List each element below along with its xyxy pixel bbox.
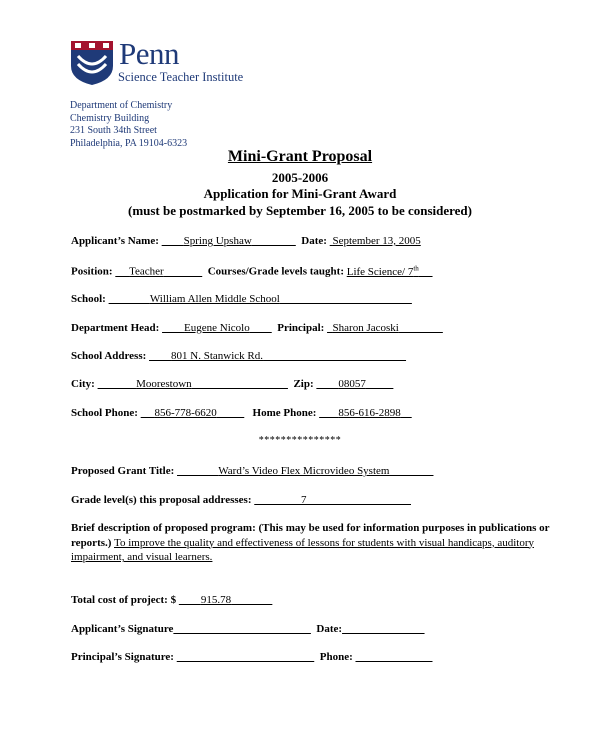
applicant-signature-row bbox=[71, 623, 425, 635]
school-phone-field[interactable]: 856-778-6620 bbox=[154, 407, 217, 419]
school-label: School: bbox=[71, 293, 106, 305]
address-line: 231 South 34th Street bbox=[70, 125, 157, 137]
city-label: City: bbox=[71, 378, 95, 390]
cost-row bbox=[71, 594, 272, 606]
principal-phone-field[interactable] bbox=[355, 651, 432, 663]
grade-levels-row bbox=[71, 494, 411, 506]
grant-title-row bbox=[71, 465, 433, 477]
grant-title-label: Proposed Grant Title: bbox=[71, 465, 175, 477]
home-phone-field[interactable]: 856-616-2898 bbox=[338, 407, 401, 419]
position-row bbox=[71, 264, 433, 278]
cost-label: Total cost of project: $ bbox=[71, 594, 177, 606]
brief-description bbox=[71, 521, 551, 565]
logo-subtitle: Science Teacher Institute bbox=[118, 70, 244, 84]
position-field[interactable]: Teacher bbox=[129, 265, 164, 278]
zip-label: Zip: bbox=[293, 378, 314, 390]
section-separator: *************** bbox=[258, 435, 342, 446]
date-label: Date: bbox=[301, 235, 327, 247]
date-field[interactable]: September 13, 2005 bbox=[332, 235, 421, 247]
position-label: Position: bbox=[71, 265, 113, 278]
principal-signature-label: Principal’s Signature: bbox=[71, 651, 174, 663]
logo-name: Penn bbox=[119, 36, 179, 71]
school-row bbox=[71, 293, 412, 305]
application-heading: Application for Mini-Grant Award bbox=[203, 186, 397, 201]
applicant-name-field[interactable]: Spring Upshaw bbox=[183, 235, 252, 247]
grant-title-field[interactable]: Ward’s Video Flex Microvideo System bbox=[218, 465, 390, 477]
courses-field[interactable]: Life Science/ 7th bbox=[346, 264, 419, 278]
principal-field[interactable]: Sharon Jacoski bbox=[332, 322, 399, 334]
principal-signature-row bbox=[71, 651, 432, 663]
grade-levels-field[interactable]: 7 bbox=[301, 494, 307, 506]
address-line: Department of Chemistry bbox=[70, 100, 173, 111]
city-field[interactable]: Moorestown bbox=[136, 378, 192, 390]
principal-signature-field[interactable] bbox=[177, 651, 315, 663]
address-line: Philadelphia, PA 19104-6323 bbox=[70, 137, 188, 149]
postmark-note: (must be postmarked by September 16, 2005 to be considered) bbox=[127, 203, 472, 218]
year-heading: 2005-2006 bbox=[271, 170, 329, 185]
grade-levels-label: Grade level(s) this proposal addresses: bbox=[71, 494, 252, 506]
applicant-signature-date-field[interactable] bbox=[342, 623, 425, 635]
zip-field[interactable]: 08057 bbox=[338, 378, 366, 390]
city-row bbox=[71, 378, 393, 390]
applicant-name-label: Applicant’s Name: bbox=[71, 235, 159, 247]
school-field[interactable]: William Allen Middle School bbox=[149, 293, 280, 305]
courses-label: Courses/Grade levels taught: bbox=[207, 265, 344, 278]
school-address-row bbox=[71, 350, 406, 362]
applicant-row bbox=[71, 235, 421, 247]
school-phone-label: School Phone: bbox=[71, 407, 138, 419]
applicant-signature-date-label: Date: bbox=[316, 623, 343, 635]
applicant-signature-field[interactable] bbox=[173, 623, 311, 635]
principal-label: Principal: bbox=[277, 322, 325, 334]
dept-head-label: Department Head: bbox=[71, 322, 160, 334]
page-title: Mini-Grant Proposal bbox=[227, 148, 373, 165]
penn-shield-logo bbox=[70, 40, 114, 91]
cost-field[interactable]: 915.78 bbox=[200, 594, 232, 606]
brief-description-field[interactable]: To improve the quality and effectiveness of lessons for students with visual handicaps, auditory impairment, and visual learners. bbox=[71, 536, 534, 563]
phone-label: Phone: bbox=[319, 651, 353, 663]
brief-description-label: Brief description of proposed program: (This may be used for information purposes in publications or reports.) bbox=[71, 522, 550, 549]
school-address-field[interactable]: 801 N. Stanwick Rd. bbox=[171, 350, 264, 362]
dept-head-row bbox=[71, 322, 443, 334]
department-address bbox=[70, 100, 187, 150]
home-phone-label: Home Phone: bbox=[252, 407, 317, 419]
address-line: Chemistry Building bbox=[70, 112, 150, 124]
school-address-label: School Address: bbox=[71, 350, 147, 362]
applicant-signature-label: Applicant’s Signature bbox=[71, 623, 174, 635]
phone-row bbox=[71, 407, 412, 419]
dept-head-field[interactable]: Eugene Nicolo bbox=[184, 322, 250, 334]
